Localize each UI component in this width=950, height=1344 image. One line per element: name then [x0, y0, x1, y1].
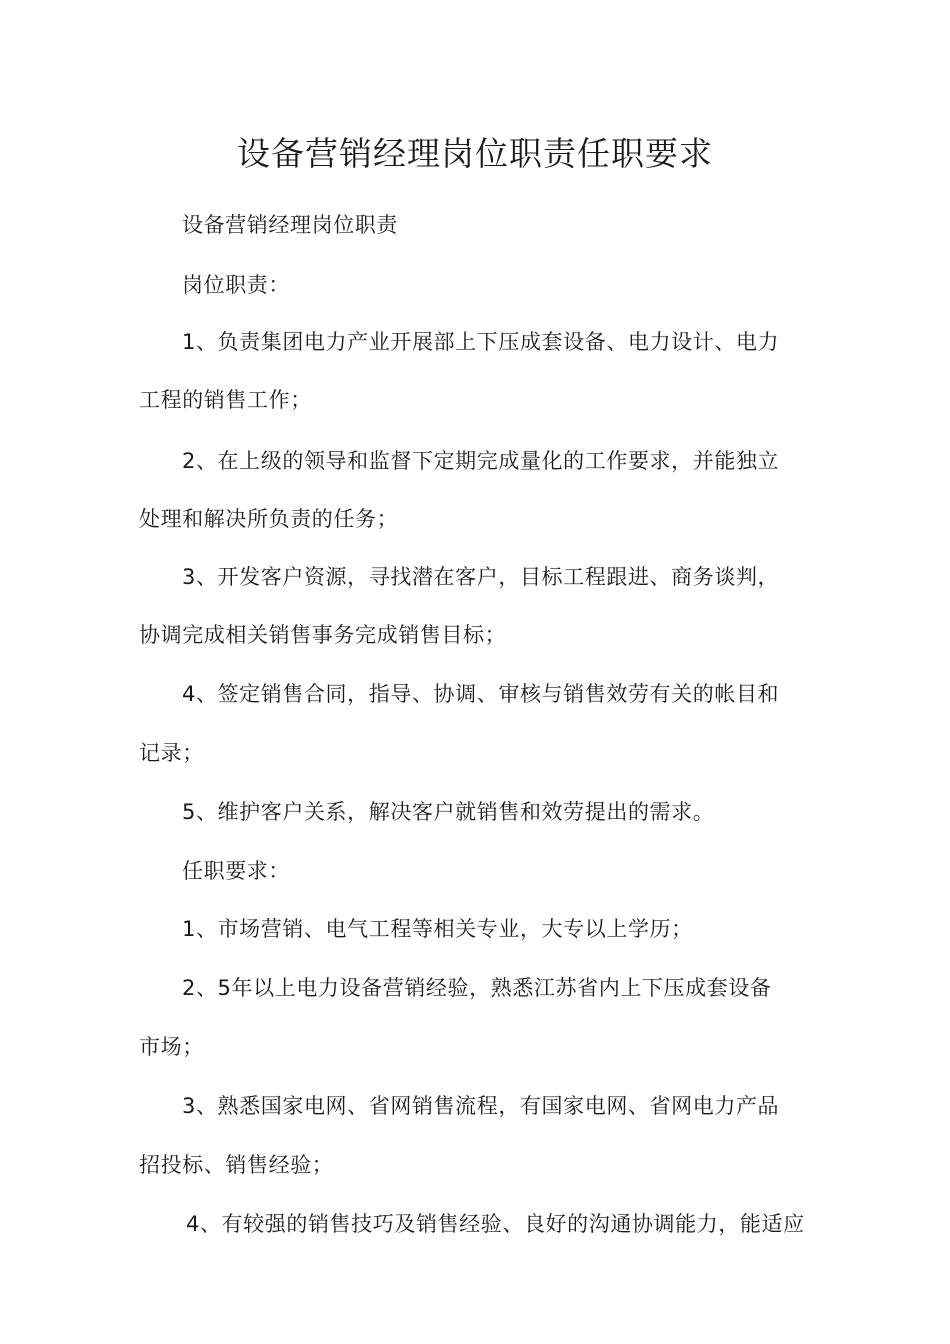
document-title: 设备营销经理岗位职责任职要求 [237, 134, 713, 173]
requirement-item-4: 4、有较强的销售技巧及销售经验、良好的沟通协调能力，能适应 [186, 1212, 805, 1236]
requirement-item-3: 3、熟悉国家电网、省网销售流程，有国家电网、省网电力产品 [182, 1094, 780, 1118]
duty-item-1-cont: 工程的销售工作； [139, 388, 312, 412]
duty-item-3-cont: 协调完成相关销售事务完成销售目标； [139, 623, 507, 647]
requirement-item-3-cont: 招投标、销售经验； [139, 1153, 334, 1177]
duty-item-1: 1、负责集团电力产业开展部上下压成套设备、电力设计、电力 [182, 330, 780, 354]
section-label-requirements: 任职要求： [182, 859, 290, 883]
duty-item-2-cont: 处理和解决所负责的任务； [139, 507, 399, 531]
section-heading-duties: 设备营销经理岗位职责 [182, 213, 398, 237]
requirement-item-2-cont: 市场； [139, 1035, 204, 1059]
duty-item-4-cont: 记录； [139, 741, 204, 765]
section-label-duties: 岗位职责： [182, 273, 290, 297]
requirement-item-2: 2、5年以上电力设备营销经验，熟悉江苏省内上下压成套设备 [182, 976, 772, 1000]
duty-item-2: 2、在上级的领导和监督下定期完成量化的工作要求，并能独立 [182, 449, 780, 473]
duty-item-5: 5、维护客户关系，解决客户就销售和效劳提出的需求。 [182, 800, 715, 824]
requirement-item-1: 1、市场营销、电气工程等相关专业，大专以上学历； [182, 917, 693, 941]
duty-item-3: 3、开发客户资源，寻找潜在客户，目标工程跟进、商务谈判， [182, 565, 780, 589]
duty-item-4: 4、签定销售合同，指导、协调、审核与销售效劳有关的帐目和 [182, 682, 780, 706]
